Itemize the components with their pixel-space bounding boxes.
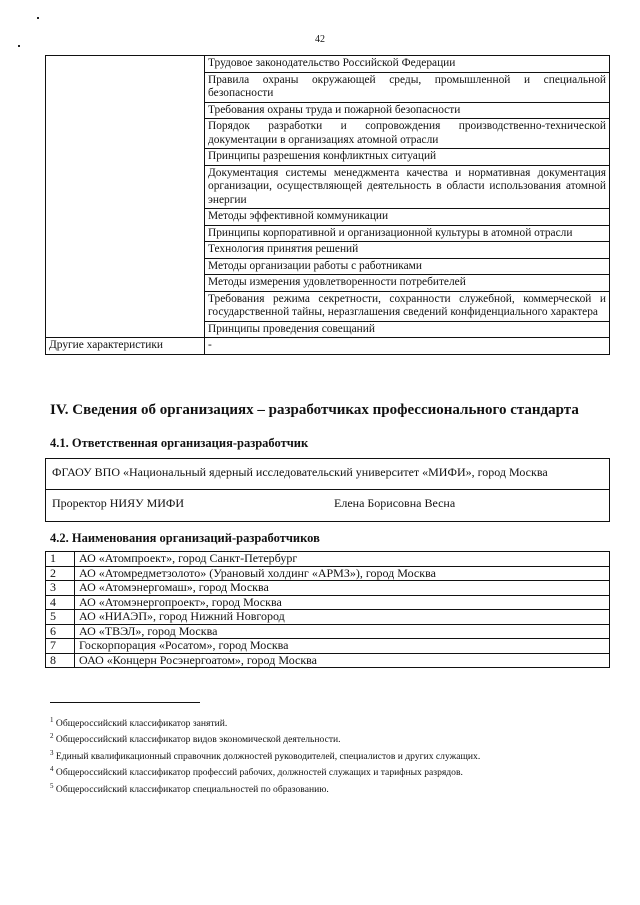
requirement-item: Порядок разработки и сопровождения производственно-технической документации в организациях атомной отрасли: [205, 119, 610, 149]
footnote: [50, 780, 610, 796]
requirement-label-cell: [46, 321, 205, 338]
footnote: [50, 747, 610, 763]
footnote-text: Единый квалификационный справочник должностей руководителей, специалистов и других служащих.: [55, 750, 481, 762]
requirement-label-cell: [46, 242, 205, 259]
developer-row: [46, 653, 610, 668]
requirement-row: [46, 225, 610, 242]
footnote-number: 4: [50, 765, 54, 774]
requirement-item: Методы эффективной коммуникации: [205, 209, 610, 226]
developer-row: [46, 624, 610, 639]
footnote-text: Общероссийский классификатор занятий.: [55, 718, 228, 730]
developer-name: АО «ТВЭЛ», город Москва: [75, 624, 610, 639]
developer-row: [46, 595, 610, 610]
requirement-label-cell: [46, 72, 205, 102]
requirement-item: Принципы разрешения конфликтных ситуаций: [205, 149, 610, 166]
other-characteristics-label: Другие характеристики: [46, 338, 205, 355]
developer-name: АО «Атомредметзолото» (Урановый холдинг «АРМЗ»), город Москва: [75, 566, 610, 581]
developer-number: 2: [46, 566, 75, 581]
footnote-number: 1: [50, 716, 54, 724]
subsection-developers-title: 4.2. Наименования организаций-разработчиков: [50, 531, 320, 545]
developer-number: 6: [46, 624, 75, 639]
footnote-number: 2: [50, 732, 54, 741]
developer-name: АО «Атомэнергомаш», город Москва: [75, 581, 610, 596]
developers-table: [45, 551, 610, 668]
developer-name: Госкорпорация «Росатом», город Москва: [75, 639, 610, 654]
footnote-number: 3: [50, 748, 54, 757]
developer-row: [46, 581, 610, 596]
subsection-responsible-title: 4.1. Ответственная организация-разработчик: [50, 436, 309, 450]
requirement-item: Принципы проведения совещаний: [205, 321, 610, 338]
requirement-item: Технология принятия решений: [205, 242, 610, 259]
developer-number: 1: [46, 552, 75, 567]
requirement-label-cell: [46, 258, 205, 275]
requirement-item: Принципы корпоративной и организационной культуры в атомной отрасли: [205, 225, 610, 242]
requirement-item: Правила охраны окружающей среды, промышленной и специальной безопасности: [205, 72, 610, 102]
requirement-row: [46, 321, 610, 338]
requirement-label-cell: [46, 56, 205, 73]
requirement-row: [46, 291, 610, 321]
developer-number: 3: [46, 581, 75, 596]
requirement-row: [46, 102, 610, 119]
other-characteristics-value: -: [205, 338, 610, 355]
requirement-item: Методы измерения удовлетворенности потребителей: [205, 275, 610, 292]
scan-speck: [37, 17, 39, 19]
requirement-item: Методы организации работы с работниками: [205, 258, 610, 275]
requirement-label-cell: [46, 275, 205, 292]
requirement-row: [46, 258, 610, 275]
other-characteristics-row: [46, 338, 610, 355]
developer-number: 5: [46, 610, 75, 625]
developer-name: АО «НИАЭП», город Нижний Новгород: [75, 610, 610, 625]
signatory-name: Елена Борисовна Весна: [334, 496, 456, 510]
footnote-text: Общероссийский классификатор специальностей по образованию.: [55, 783, 329, 795]
developer-row: [46, 552, 610, 567]
responsible-org-name: ФГАОУ ВПО «Национальный ядерный исследовательский университет «МИФИ», город Москва: [52, 465, 548, 479]
signatory-role: Проректор НИЯУ МИФИ: [52, 496, 185, 510]
developer-number: 8: [46, 653, 75, 668]
requirement-item: Требования охраны труда и пожарной безопасности: [205, 102, 610, 119]
requirement-label-cell: [46, 149, 205, 166]
requirement-label-cell: [46, 291, 205, 321]
footnote-text: Общероссийский классификатор профессий рабочих, должностей служащих и тарифных разрядов.: [55, 767, 463, 779]
requirement-label-cell: [46, 209, 205, 226]
requirement-row: [46, 275, 610, 292]
requirement-row: [46, 119, 610, 149]
developer-number: 7: [46, 639, 75, 654]
footnote-divider: [50, 702, 200, 703]
developer-name: АО «Атомпроект», город Санкт-Петербург: [75, 552, 610, 567]
scan-speck: [18, 45, 20, 47]
requirement-label-cell: [46, 119, 205, 149]
requirement-row: [46, 165, 610, 209]
footnotes: [50, 714, 610, 796]
requirement-row: [46, 72, 610, 102]
requirement-item: Трудовое законодательство Российской Федерации: [205, 56, 610, 73]
developer-number: 4: [46, 595, 75, 610]
requirement-item: Документация системы менеджмента качества и нормативная документация организации, осуществляющей деятельность в области использования атомной энергии: [205, 165, 610, 209]
requirement-row: [46, 56, 610, 73]
requirement-row: [46, 149, 610, 166]
footnote: [50, 730, 610, 746]
footnote: [50, 714, 610, 730]
requirement-item: Требования режима секретности, сохранности служебной, коммерческой и государственной тайны, неразглашения сведений конфиденциального характера: [205, 291, 610, 321]
developer-name: АО «Атомэнергопроект», город Москва: [75, 595, 610, 610]
requirement-label-cell: [46, 165, 205, 209]
developer-row: [46, 639, 610, 654]
requirements-table: [45, 55, 610, 355]
requirement-row: [46, 242, 610, 259]
developer-name: ОАО «Концерн Росэнергоатом», город Москва: [75, 653, 610, 668]
requirement-label-cell: [46, 102, 205, 119]
page-number: 42: [315, 34, 325, 45]
footnote: [50, 763, 610, 779]
responsible-org-box: [45, 458, 610, 490]
requirement-row: [46, 209, 610, 226]
signatory-box: [45, 489, 610, 522]
developer-row: [46, 566, 610, 581]
section-title: IV. Сведения об организациях – разработчиках профессионального стандарта: [50, 402, 579, 418]
developer-row: [46, 610, 610, 625]
footnote-text: Общероссийский классификатор видов экономической деятельности.: [55, 734, 341, 746]
requirement-label-cell: [46, 225, 205, 242]
footnote-number: 5: [50, 781, 54, 790]
